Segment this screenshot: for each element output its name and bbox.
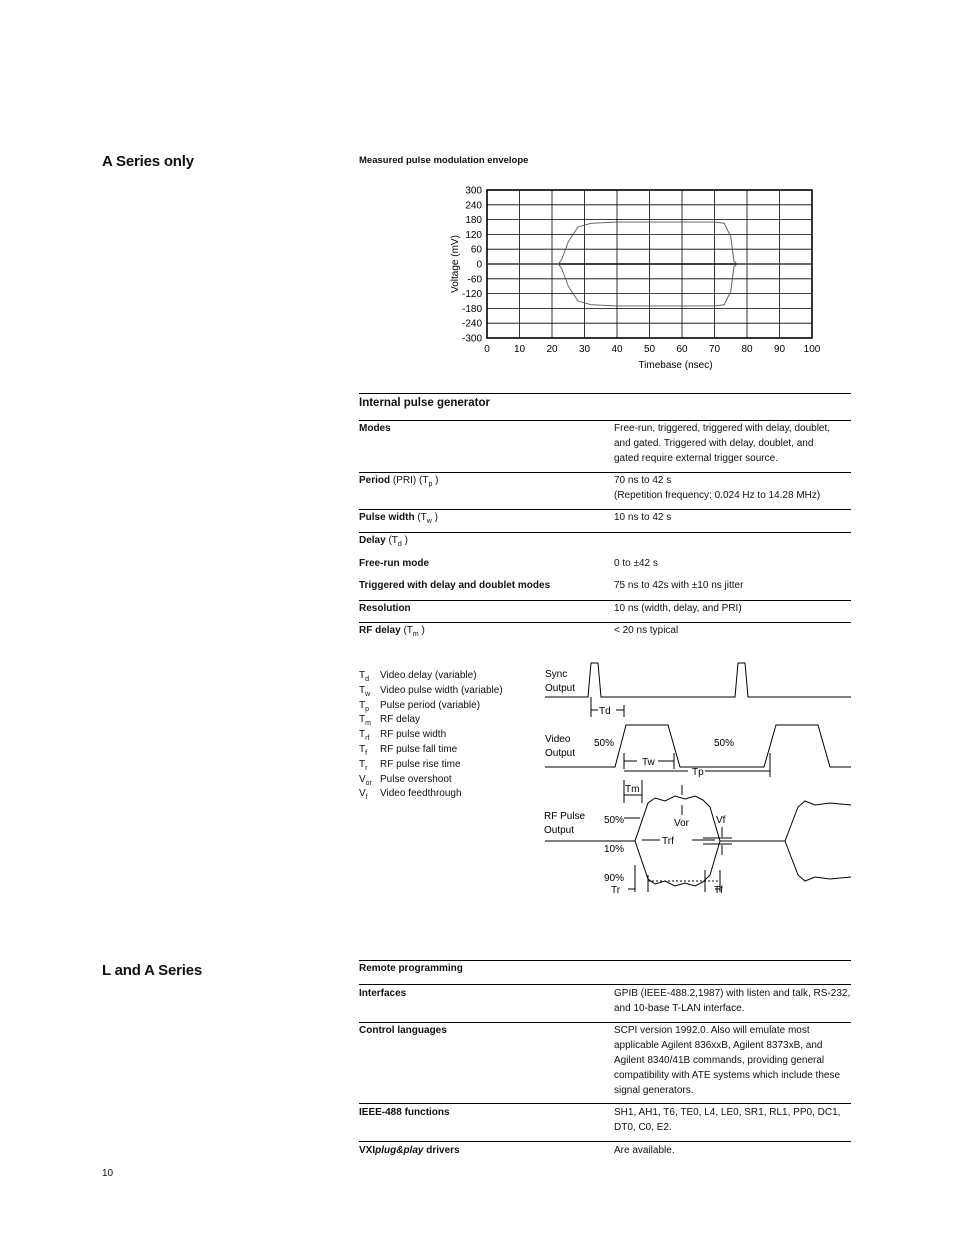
x-tick-label: 90: [773, 344, 786, 355]
table-divider: [359, 1103, 851, 1104]
spec-value: 10 ns (width, delay, and PRI): [614, 603, 742, 614]
spec-value: < 20 ns typical: [614, 625, 679, 636]
table-divider: [359, 984, 851, 985]
y-tick-label: -180: [461, 303, 482, 315]
remote-table-top-rule: [359, 960, 851, 961]
page-number: 10: [102, 1168, 114, 1179]
legend-item: $T_r$ RF pulse rise time: [359, 758, 461, 772]
x-tick-label: 20: [546, 344, 558, 355]
spec-label: Modes: [359, 423, 391, 434]
y-tick-label: 300: [465, 185, 482, 197]
video-50-right: 50%: [714, 738, 735, 749]
spec-value: SCPI version 1992.0. Also will emulate most applicable Agilent 836xxB, Agilent 8373xB, and Agilent 8340/41B commands, providing general compatibility with ATE systems which include these signal generators.: [614, 1025, 841, 1096]
tm-label: Tm: [625, 784, 640, 795]
rf-50-label: 50%: [604, 815, 625, 826]
table-top-rule: [359, 393, 851, 394]
tw-label: Tw: [642, 757, 655, 768]
legend-item: $V_{or}$ Pulse overshoot: [359, 773, 452, 787]
vor-label: Vor: [674, 818, 690, 829]
y-tick-label: -120: [461, 289, 482, 301]
section-title-la-series: L and A Series: [102, 962, 203, 979]
legend-item: $T_d$ Video delay (variable): [359, 670, 477, 683]
spec-label: VXIplug&play drivers: [359, 1145, 460, 1156]
y-tick-label: 60: [470, 244, 482, 256]
chart-title: Measured pulse modulation envelope: [359, 155, 529, 166]
spec-label: Period (PRI) ($T_p$ ): [359, 475, 439, 488]
remote-table-heading: Remote programming: [359, 963, 463, 974]
x-tick-label: 10: [513, 344, 526, 355]
video-waveform: [545, 725, 851, 767]
legend-item: $T_m$ RF delay: [359, 714, 421, 728]
legend-item: $T_w$ Video pulse width (variable): [359, 684, 503, 698]
spec-label: IEEE-488 functions: [359, 1107, 450, 1118]
sync-label-2: Output: [545, 683, 576, 694]
spec-label: Interfaces: [359, 988, 407, 999]
y-tick-label: -240: [461, 318, 482, 330]
x-tick-label: 30: [578, 344, 591, 355]
video-50-left: 50%: [594, 738, 615, 749]
y-tick-label: -60: [467, 274, 482, 286]
rf-waveform-top: [545, 796, 851, 841]
video-label-2: Output: [545, 748, 576, 759]
rf-10-label: 10%: [604, 844, 625, 855]
x-tick-label: 80: [741, 344, 753, 355]
spec-label: Triggered with delay and doublet modes: [359, 580, 551, 591]
spec-value: 70 ns to 42 s (Repetition frequency: 0.024 Hz to 14.28 MHz): [614, 475, 821, 501]
x-tick-label: 0: [484, 344, 490, 355]
tf-label: Tf: [714, 885, 723, 896]
y-tick-label: 120: [465, 229, 482, 241]
x-axis-label: Timebase (nsec): [638, 360, 713, 371]
x-tick-label: 40: [611, 344, 623, 355]
table-divider: [359, 1141, 851, 1142]
x-tick-label: 100: [803, 344, 821, 355]
spec-value: SH1, AH1, T6, TE0, L4, LE0, SR1, RL1, PP0, DC1, DT0, C0, E2.: [614, 1107, 841, 1133]
spec-label: Control languages: [359, 1025, 447, 1036]
rf-label-1: RF Pulse: [544, 811, 586, 822]
x-tick-label: 70: [708, 344, 721, 355]
y-tick-label: 180: [465, 215, 482, 227]
spec-label: Delay ($T_d$ ): [359, 535, 408, 548]
pulse-table-heading: Internal pulse generator: [359, 397, 491, 409]
timing-diagram: [540, 655, 854, 900]
section-title-a-series: A Series only: [102, 153, 194, 170]
tp-label: Tp: [692, 767, 704, 778]
legend-item: $V_f$ Video feedthrough: [359, 788, 462, 802]
legend-item: $T_f$ RF pulse fall time: [359, 744, 458, 757]
y-tick-label: 240: [465, 200, 482, 212]
trf-label: Trf: [662, 836, 674, 847]
spec-label: Resolution: [359, 603, 411, 614]
spec-value: Are available.: [614, 1145, 675, 1156]
spec-label: RF delay ($T_m$ ): [359, 625, 425, 638]
table-divider: [359, 532, 851, 533]
spec-value: 75 ns to 42s with ±10 ns jitter: [614, 580, 744, 591]
pulse-envelope-chart: [440, 180, 840, 380]
spec-value: GPIB (IEEE-488.2,1987) with listen and talk, RS-232, and 10-base T-LAN interface.: [614, 988, 851, 1014]
sync-label-1: Sync: [545, 669, 568, 680]
spec-value: Free-run, triggered, triggered with delay, doublet, and gated. Triggered with delay, doublet, and gated require external trigger source.: [614, 423, 831, 464]
tr-label: Tr: [611, 885, 621, 896]
sync-waveform: [545, 663, 851, 697]
rf-90-label: 90%: [604, 873, 625, 884]
x-tick-label: 50: [643, 344, 656, 355]
spec-value: 0 to ±42 s: [614, 558, 658, 569]
x-tick-label: 60: [676, 344, 688, 355]
spec-label: Pulse width ($T_w$ ): [359, 512, 438, 525]
legend-item: $T_{rf}$ RF pulse width: [359, 729, 447, 743]
video-label-1: Video: [545, 734, 571, 745]
spec-label: Free-run mode: [359, 558, 430, 569]
y-axis-label: Voltage (mV): [450, 235, 461, 293]
y-tick-label: -300: [461, 333, 482, 345]
spec-value: 10 ns to 42 s: [614, 512, 672, 523]
y-tick-label: 0: [476, 259, 482, 271]
td-label: Td: [599, 706, 611, 717]
legend-item: $T_p$ Pulse period (variable): [359, 699, 481, 713]
rf-label-2: Output: [544, 825, 575, 836]
vf-label: Vf: [716, 815, 726, 826]
